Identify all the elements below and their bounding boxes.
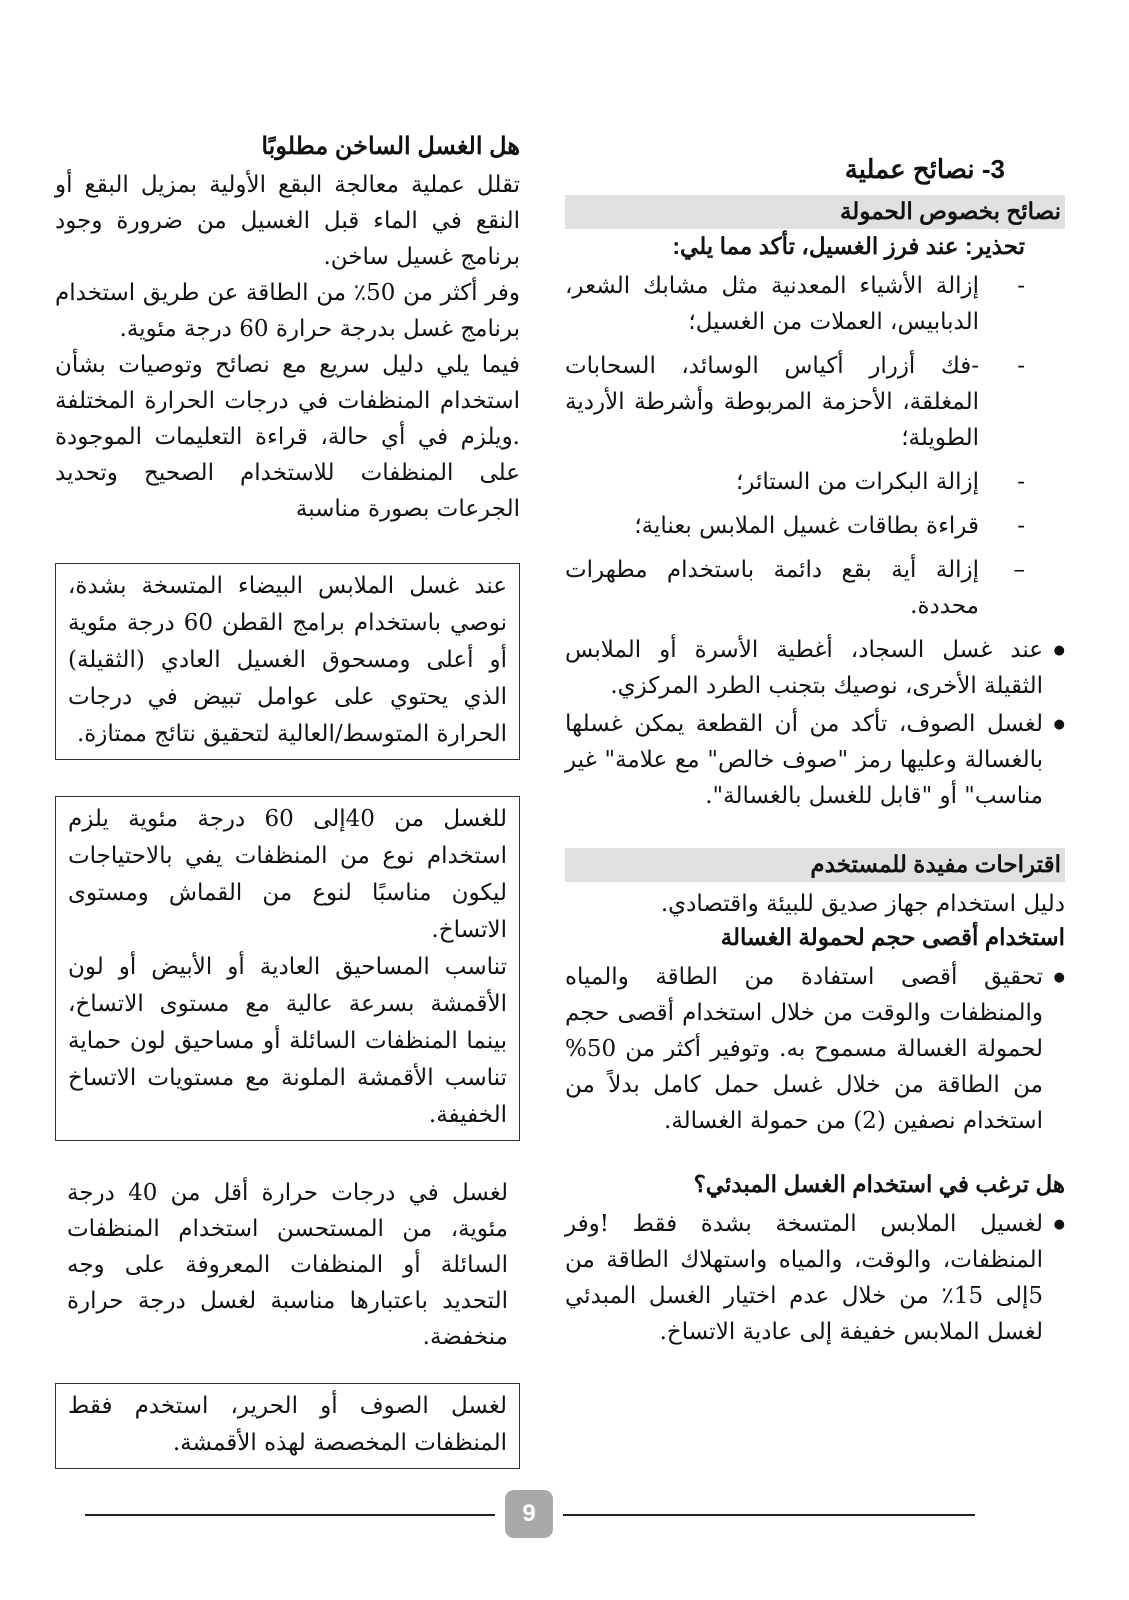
warning-heading: تحذير: عند فرز الغسيل، تأكد مما يلي:: [672, 233, 1025, 259]
user-tips-band: اقتراحات مفيدة للمستخدم: [565, 848, 1065, 882]
detergent-guide-paragraph: فيما يلي دليل سريع مع نصائح وتوصيات بشأن استخدام المنظفات في درجات الحرارة المختلفة .ويلزم في أي حالة، قراءة التعليمات الموجودة على المنظفات للاستخدام الصحيح وتحديد الجرعات بصورة مناسبة: [55, 352, 520, 522]
list-item: ● عند غسل السجاد، أغطية الأسرة أو الملابس الثقيلة الأخرى، نوصيك بتجنب الطرد المركزي.: [565, 632, 1065, 704]
list-item: ● لغسيل الملابس المتسخة بشدة فقط !وفر المنظفات، والوقت، والمياه واستهلاك الطاقة من 5إلى 15٪ من خلال عدم اختيار الغسل المبدئي لغسل الملابس خفيفة إلى عادية الاتساخ.: [565, 1206, 1065, 1350]
right-column: [565, 140, 1065, 1352]
list-item: - -فك أزرار أكياس الوسائد، السحابات المغلقة، الأحزمة المربوطة وأشرطة الأردية الطويلة؛: [565, 353, 1025, 451]
list-item: - إزالة البكرات من الستائر؛: [735, 469, 1025, 495]
list-item: – إزالة أية بقع دائمة باستخدام مطهرات محددة.: [565, 557, 1025, 619]
list-item: ● تحقيق أقصى استفادة من الطاقة والمياه والمنظفات والوقت من خلال استخدام أقصى حجم لحمولة الغسالة مسموح به. وتوفير أكثر من 50% من الطاقة من خلال غسل حمل كامل بدلاً من استخدام نصفين (2) من حمولة الغسالة.: [565, 959, 1065, 1139]
page-number: 9: [505, 1490, 553, 1538]
white-laundry-box: عند غسل الملابس البيضاء المتسخة بشدة، نوصي باستخدام برامج القطن 60 درجة مئوية أو أعلى ومسحوق الغسيل العادي (الثقيلة) الذي يحتوي على عوامل تبيض في درجات الحرارة المتوسط/العالية لتحقيق نتائج ممتازة.: [55, 563, 520, 760]
left-column: [55, 132, 520, 1469]
low-temp-paragraph: لغسل في درجات حرارة أقل من 40 درجة مئوية، من المستحسن استخدام المنظفات السائلة أو المنظفات المعروفة على وجه التحديد باعتبارها مناسبة لغسل درجة حرارة منخفضة.: [67, 1180, 508, 1350]
page-footer: [85, 1490, 975, 1540]
prewash-heading: هل ترغب في استخدام الغسل المبدئي؟: [693, 1171, 1065, 1197]
prewash-bullets: [565, 1206, 1065, 1350]
list-item: - إزالة الأشياء المعدنية مثل مشابك الشعر، الدبابيس، العملات من الغسيل؛: [565, 273, 1025, 335]
load-tips-band: نصائح بخصوص الحمولة: [565, 195, 1065, 229]
footer-rule-right: [563, 1514, 975, 1516]
list-item: ● لغسل الصوف، تأكد من أن القطعة يمكن غسلها بالغسالة وعليها رمز "صوف خالص" مع علامة" غير مناسب" أو "قابل للغسل بالغسالة".: [565, 706, 1065, 814]
max-load-bullets: [565, 959, 1065, 1139]
footer-rule-left: [85, 1514, 495, 1516]
hot-wash-paragraph: تقلل عملية معالجة البقع الأولية بمزيل البقع أو النقع في الماء قبل الغسيل من ضرورة وجود برنامج غسيل ساخن.: [55, 172, 520, 270]
list-item: - قراءة بطاقات غسيل الملابس بعناية؛: [634, 513, 1025, 539]
energy-saving-paragraph: وفر أكثر من 50٪ من الطاقة عن طريق استخدام برنامج غسل بدرجة حرارة 60 درجة مئوية.: [55, 280, 520, 342]
hot-wash-heading: هل الغسل الساخن مطلوبًا: [261, 133, 520, 160]
section-title: 3- نصائح عملية: [844, 154, 1005, 184]
eco-guide-line: دليل استخدام جهاز صديق للبيئة واقتصادي.: [660, 891, 1065, 917]
wool-silk-box: لغسل الصوف أو الحرير، استخدم فقط المنظفات المخصصة لهذه الأقمشة.: [55, 1383, 520, 1469]
heavy-items-bullets: [565, 632, 1065, 814]
mid-temp-box: للغسل من 40إلى 60 درجة مئوية يلزم استخدام نوع من المنظفات يفي بالاحتياجات ليكون مناسبًا لنوع من القماش ومستوى الاتساخ. تناسب المساحيق العادية أو الأبيض أو لون الأقمشة بسرعة عالية مع مستوى الاتساخ، بينما المنظفات السائلة أو مساحيق لون حماية تناسب الأقمشة الملونة مع مستويات الاتساخ الخفيفة.: [55, 796, 520, 1141]
sorting-checklist: [565, 268, 1065, 624]
max-load-heading: استخدام أقصى حجم لحمولة الغسالة: [720, 924, 1065, 950]
